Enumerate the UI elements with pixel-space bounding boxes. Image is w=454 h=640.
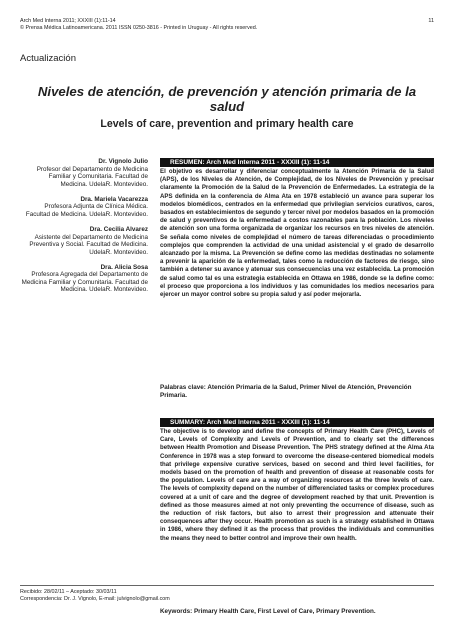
author-entry bbox=[20, 226, 148, 256]
received-dates: Recibido: 28/02/11 – Aceptado: 30/03/11 bbox=[20, 589, 117, 595]
author-name: Dra. Alicia Sosa bbox=[100, 263, 148, 271]
summary-keywords: Keywords: Primary Health Care, First Level of Care, Primary Prevention. bbox=[160, 608, 376, 615]
section-label: Actualización bbox=[20, 53, 76, 64]
summary-body: The objective is to develop and define the concepts of Primary Health Care (PHC), Levels of Care, Levels of Complexity and Levels of Prevention, and to clearly set the differences between Health Promotion and Disease Prevention. The PHS strategy defined at the Alma Ata Conference in 1978 was a step forward to overcome the disease-centered biomedical models that privilege expensive curative services, based on second and third level facilities, for models based on the promotion of health and prevention of disease at reasonable costs for the population. Levels of care are a way of organizing resources at the three levels of care. The levels of complexity depend on the number of differenciated tasks or complex procedures covered at a unit of care and the degree of development reached by that unit. Prevention is defined as those measures aimed at not only preventing the occurrence of disease, such as the reduction of risk factors, but also to arrest their progression and attenuate their consequences after they occur. Health promotion as such is a strategy established in Ottawa in 1986, where they defined it as the process that provides the individuals and communities the means they need to better control and improve their own health. bbox=[160, 428, 434, 542]
footer bbox=[20, 585, 434, 602]
running-head bbox=[20, 18, 434, 31]
resumen-keywords: Palabras clave: Atención Primaria de la Salud, Primer Nivel de Atención, Prevención Primaria. bbox=[160, 384, 412, 400]
author-affiliation: Profesora Adjunta de Clínica Médica. Facultad de Medicina. UdelaR. Montevideo. bbox=[25, 203, 148, 218]
author-entry bbox=[20, 158, 148, 188]
author-list bbox=[20, 158, 148, 301]
resumen-section bbox=[160, 158, 434, 384]
author-affiliation: Profesora Agregada del Departamento de Medicina Familiar y Comunitaria. Facultad de Medicina. UdelaR. Montevideo. bbox=[21, 271, 148, 294]
author-affiliation: Asistente del Departamento de Medicina Preventiva y Social. Facultad de Medicina. UdelaR. Montevideo. bbox=[29, 233, 148, 256]
summary-heading: SUMMARY: Arch Med Interna 2011 - XXXIII (1): 11-14 bbox=[160, 418, 434, 427]
author-name: Dra. Cecilia Alvarez bbox=[89, 225, 148, 233]
resumen-heading: RESUMEN: Arch Med Interna 2011 - XXXIII (1): 11-14 bbox=[160, 158, 434, 167]
article-subtitle: Levels of care, prevention and primary health care bbox=[100, 118, 354, 130]
page-number: 11 bbox=[428, 18, 434, 24]
abstract-column bbox=[160, 158, 434, 616]
author-name: Dr. Vignolo Julio bbox=[98, 158, 148, 165]
journal-citation: Arch Med Interna 2011; XXXIII (1):11-14 bbox=[20, 18, 116, 24]
article-title: Niveles de atención, de prevención y atención primaria de la salud bbox=[37, 84, 417, 114]
copyright-line: © Prensa Médica Latinoamericana. 2011 ISSN 0250-3816 - Printed in Uruguay - All rights reserved. bbox=[20, 24, 258, 31]
author-affiliation: Profesor del Departamento de Medicina Familiar y Comunitaria. Facultad de Medicina. UdelaR. Montevideo. bbox=[36, 165, 148, 188]
author-entry bbox=[20, 264, 148, 294]
author-entry bbox=[20, 196, 148, 219]
correspondence: Correspondencia: Dr. J. Vignolo, E-mail: julvignolo@gmail.com bbox=[20, 595, 170, 602]
summary-section bbox=[160, 418, 434, 606]
author-name: Dra. Mariela Vacarezza bbox=[80, 195, 148, 203]
resumen-body: El objetivo es desarrollar y diferenciar conceptualmente la Atención Primaria de la Salud (APS), de los Niveles de Atención, de Complejidad, de los Niveles de Prevención y precisar claramente la Promoción de la Salud de la Prevención de Enfermedades. La estrategia de la APS definida en la conferencia de Alma Ata en 1978 estableció un avance para superar los modelos biomédicos, centrados en la enfermedad que privilegian servicios curativos, caros, basados en establecimientos de segundo y tercer nivel por modelos basados en la promoción de salud y preventivos de la enfermedad a costos razonables para la población. Los niveles de atención son una forma organizada de organizar los recursos en tres niveles de atención. Se señala como niveles de complejidad el número de tareas diferenciadas o procedimiento complejos que comprenden la actividad de una unidad asistencial y el grado de desarrollo alcanzado por la misma. La Prevención se define como las medidas destinadas no solamente a prevenir la aparición de la enfermedad, tales como la reducción de factores de riesgo, sino también a detener su avance y atenuar sus consecuencias una vez establecida. La promoción de salud como tal es una estrategia establecida en Ottawa en 1986, donde se la define como: el proceso que proporciona a los individuos y las comunidades los medios necesarios para ejercer un mayor control sobre su propia salud y así poder mejorarla. bbox=[160, 168, 434, 299]
